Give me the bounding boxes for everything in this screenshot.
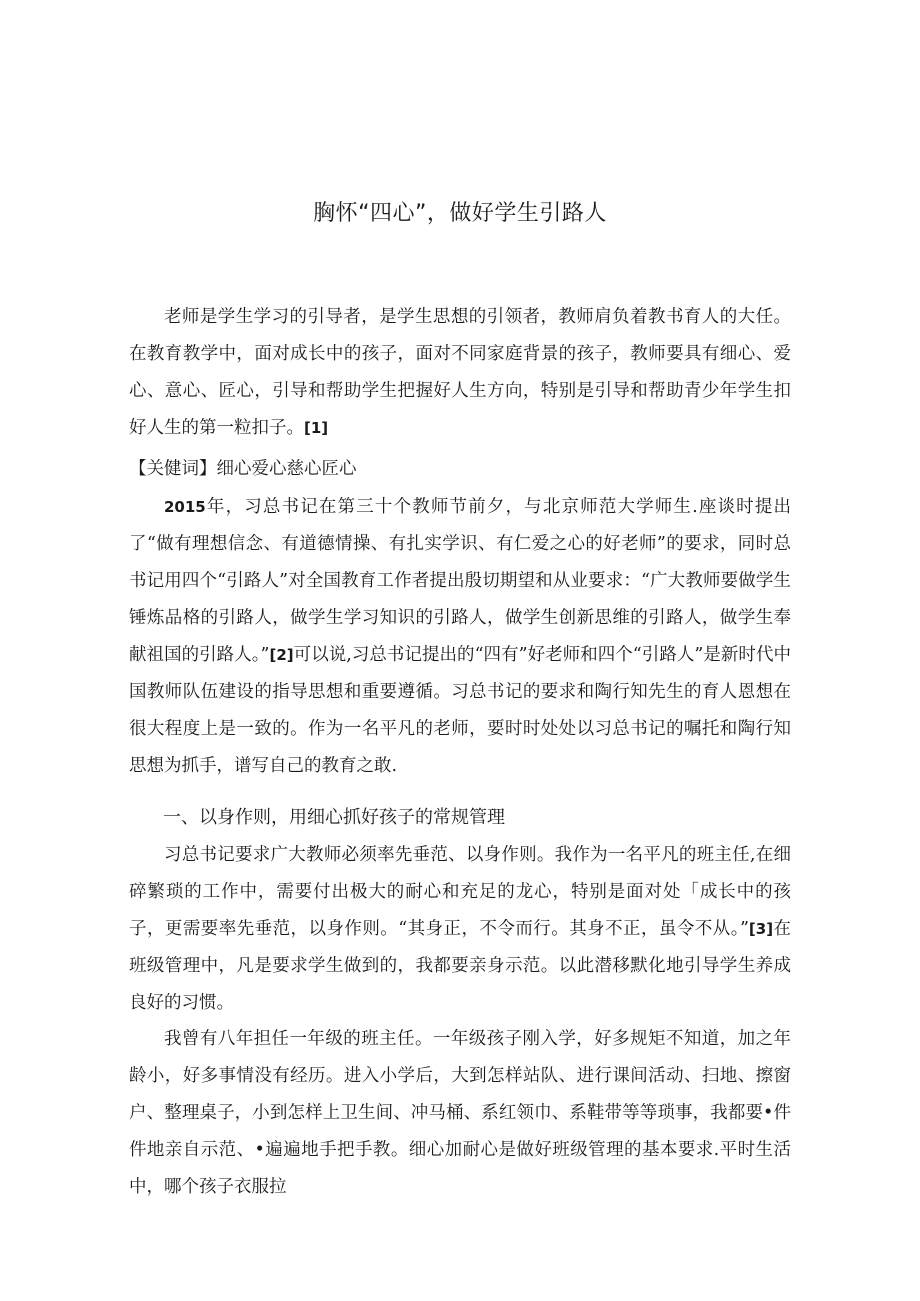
intro-text-a: 年，习总书记在第三十个教师节前夕，与北京师范大学师生.座谈时提出了“做有理想信念、有道德情操、有扎实学识、有仁爱之心的好老师”的要求，同时总书记用四个“引路人”对全国教育工作者提出殷切期望和从业要求：“广大教师要做学生锤炼品格的引路人，做学生学习知识的引路人，做学生创新思维的引路人，做学生奉献祖国的引路人。”: [129, 497, 791, 665]
keywords-line: 【关健词】细心爱心慈心匠心: [129, 459, 357, 479]
intro-paragraph: [129, 489, 791, 785]
citation-ref: [2]: [269, 646, 294, 664]
section-text-a: 习总书记要求广大教师必须率先垂范、以身作则。我作为一名平凡的班主任,在细碎繁琐的工作中，需要付出极大的耐心和充足的龙心，特别是面对处「成长中的孩子，更需要率先垂范，以身作则。“其身正，不令而行。其身不正，虽令不从。”: [129, 845, 791, 939]
intro-text-b: 可以说,习总书记提出的“四有”好老师和四个“引路人”是新时代中国教师队伍建设的指导思想和重要遵循。习总书记的要求和陶行知先生的育人恩想在很大程度上是一致的。作为一名平凡的老师，要时时处处以习总书记的嘱托和陶行知思想为抓手，谱写自己的教育之敢.: [129, 645, 791, 776]
abstract-paragraph: [129, 299, 791, 447]
section-paragraph-1: [129, 837, 791, 1022]
section-paragraph-2: 我曾有八年担任一年级的班主任。一年级孩子刚入学，好多规矩不知道，加之年龄小，好多事情没有经历。进入小学后，大到怎样站队、进行课间活动、扫地、擦窗户、整理桌子，小到怎样上卫生间、冲马桶、系红领巾、系鞋带等等琐事，我都要•件件地亲自示范、•遍遍地手把手教。细心加耐心是做好班级管理的基本要求.平时生活中，哪个孩子衣服拉: [129, 1029, 791, 1197]
section-text-b: 在班级管理中，凡是要求学生做到的，我都要亲身示范。以此潜移默化地引导学生养成良好的习惯。: [129, 919, 792, 1013]
section-heading: 一、以身作则，用细心抓好孩子的常规管理: [163, 807, 505, 828]
citation-ref: [3]: [748, 920, 774, 938]
citation-ref: [1]: [304, 419, 329, 437]
abstract-text: 老师是学生学习的引导者，是学生思想的引领者，教师肩负着教书育人的大任。在教育教学中，面对成长中的孩子，面对不同家庭背景的孩子，教师要具有细心、爱心、意心、匠心，引导和帮助学生把握好人生方向，特别是引导和帮助青少年学生扣好人生的第一粒扣子。: [129, 307, 791, 438]
document-title: 胸怀“四心”，做好学生引路人: [313, 201, 607, 226]
year-label: 2015: [164, 498, 206, 516]
